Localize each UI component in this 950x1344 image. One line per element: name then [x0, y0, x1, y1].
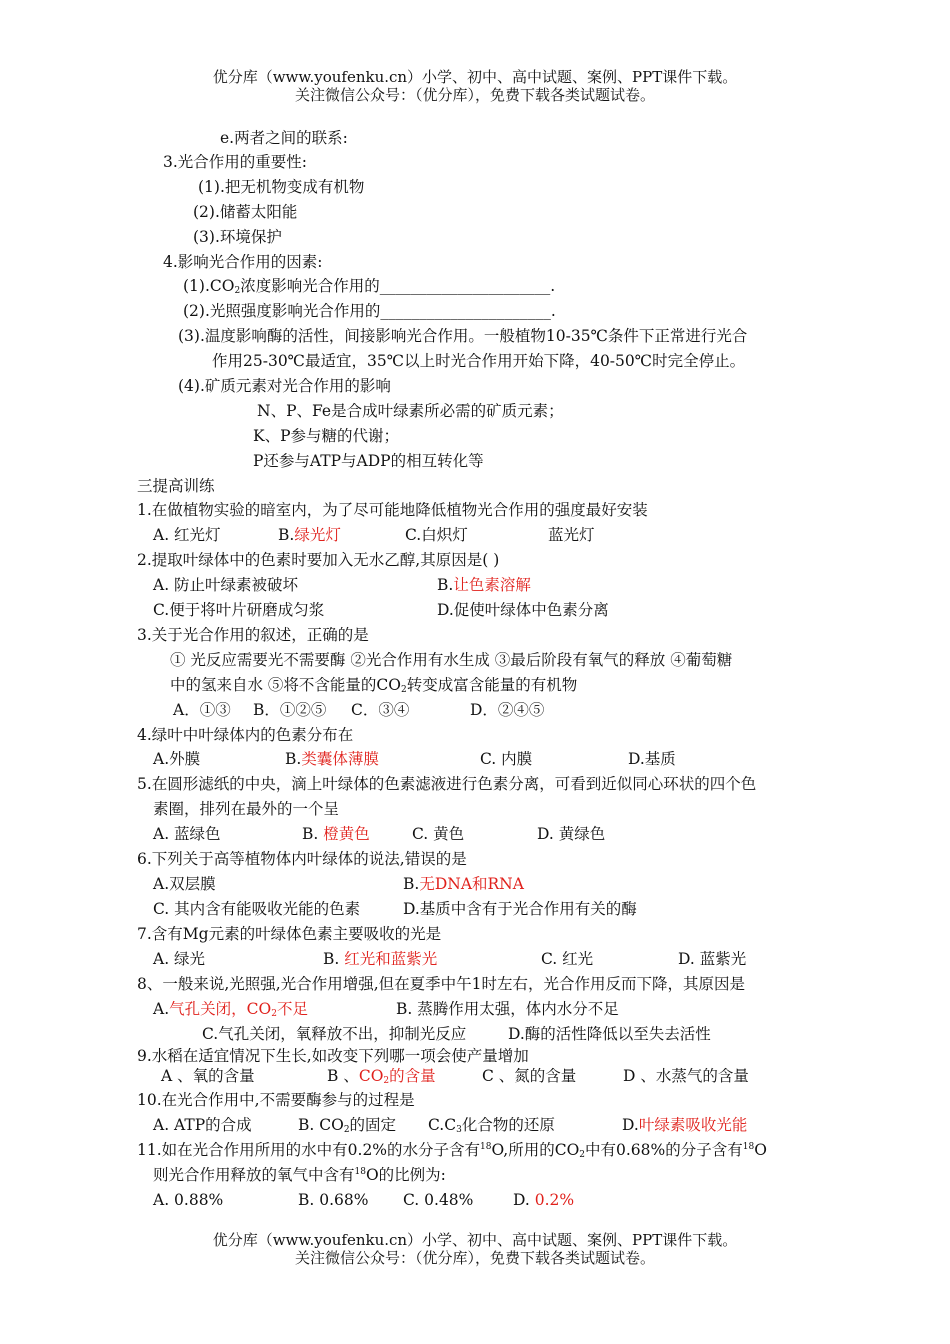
q4-option-b: B.类囊体薄膜: [285, 750, 379, 768]
q4-answer: 类囊体薄膜: [301, 750, 379, 768]
header-line-2: 关注微信公众号：（优分库），免费下载各类试题试卷。: [294, 86, 655, 104]
q4-option-d: D.基质: [628, 750, 676, 768]
note-4-4-b: K、P参与糖的代谢；: [253, 427, 400, 445]
q5-stem-line1: 5.在圆形滤纸的中央，滴上叶绿体的色素滤液进行色素分离，可看到近似同心环状的四个色: [137, 775, 757, 793]
q9-stem: 9.水稻在适宜情况下生长,如改变下列哪一项会使产量增加: [137, 1047, 529, 1065]
q4-option-c: C. 内膜: [480, 750, 533, 768]
q2-answer: 让色素溶解: [453, 576, 531, 594]
q2-option-a: A. 防止叶绿素被破坏: [153, 576, 299, 594]
q1-answer: 绿光灯: [294, 526, 341, 544]
note-4-3-line1: (3).温度影响酶的活性，间接影响光合作用。一般植物10-35℃条件下正常进行光合: [178, 327, 748, 345]
q6-stem: 6.下列关于高等植物体内叶绿体的说法,错误的是: [137, 850, 467, 868]
q7-option-c: C. 红光: [541, 950, 594, 968]
q2-option-d: D.促使叶绿体中色素分离: [437, 601, 609, 619]
q6-option-b: B.无DNA和RNA: [403, 875, 524, 893]
q1-stem: 1.在做植物实验的暗室内，为了尽可能地降低植物光合作用的强度最好安装: [137, 501, 648, 519]
q7-option-d: D. 蓝紫光: [678, 950, 747, 968]
q2-stem: 2.提取叶绿体中的色素时要加入无水乙醇,其原因是( ): [137, 551, 500, 569]
header-line-1: 优分库（www.youfenku.cn）小学、初中、高中试题、案例、PPT课件下载。: [212, 68, 738, 86]
q9-answer: $CO_2$的含量: [358, 1067, 436, 1086]
q5-stem-line2: 素圈，排列在最外的一个呈: [153, 800, 340, 818]
q11-stem-line1: 11.如在光合作用所用的水中有0.2%的水分子含有$^{18}$O,所用的$CO_2$中有0.68%的分子含有$^{18}$O: [137, 1141, 767, 1160]
q11-answer: 0.2%: [534, 1191, 575, 1209]
note-3-2: (2).储蓄太阳能: [193, 203, 298, 221]
q8-option-d: D.酶的活性降低以至失去活性: [508, 1025, 711, 1043]
q3-statements-line1: ① 光反应需要光不需要酶 ②光合作用有水生成 ③最后阶段有氧气的释放 ④葡萄糖: [170, 651, 733, 669]
q7-stem: 7.含有Mg元素的叶绿体色素主要吸收的光是: [137, 925, 442, 943]
q8-stem: 8、一般来说,光照强,光合作用增强,但在夏季中午1时左右，光合作用反而下降，其原因是: [137, 975, 746, 993]
q11-option-d: D. 0.2%: [513, 1191, 575, 1209]
q2-option-c: C.便于将叶片研磨成匀浆: [153, 601, 325, 619]
q3-option-a: A．①③: [173, 701, 231, 719]
q10-option-b: B. $CO_2$的固定: [298, 1116, 397, 1135]
q11-option-c: C. 0.48%: [403, 1191, 474, 1209]
q8-option-a: A.气孔关闭，$CO_2$不足: [153, 1000, 308, 1019]
note-3-1: (1).把无机物变成有机物: [198, 178, 365, 196]
q10-option-a: A. ATP的合成: [153, 1116, 252, 1134]
q5-option-b: B. 橙黄色: [302, 825, 370, 843]
footer-line-2: 关注微信公众号：（优分库），免费下载各类试题试卷。: [294, 1249, 655, 1267]
q5-option-d: D. 黄绿色: [537, 825, 606, 843]
q3-option-c: C．③④: [351, 701, 410, 719]
q3-statements-line2: 中的氢来自水 ⑤将不含能量的$CO_2$转变成富含能量的有机物: [170, 676, 578, 695]
q6-option-d: D.基质中含有于光合作用有关的酶: [403, 900, 637, 918]
note-4-3-line2: 作用25-30℃最适宜，35℃以上时光合作用开始下降，40-50℃时完全停止。: [212, 352, 746, 370]
section-3-title: 3.光合作用的重要性:: [163, 153, 308, 171]
q7-answer: 红光和蓝紫光: [344, 950, 438, 968]
q9-option-d: D 、水蒸气的含量: [623, 1067, 749, 1085]
q8-answer: 气孔关闭，$CO_2$不足: [169, 1000, 308, 1019]
q7-option-b: B. 红光和蓝紫光: [323, 950, 438, 968]
q4-stem: 4.绿叶中叶绿体内的色素分布在: [137, 726, 354, 744]
q9-option-c: C 、氮的含量: [482, 1067, 577, 1085]
q11-stem-line2: 则光合作用释放的氧气中含有$^{18}$O的比例为:: [153, 1166, 446, 1184]
footer-line-1: 优分库（www.youfenku.cn）小学、初中、高中试题、案例、PPT课件下载。: [212, 1231, 738, 1249]
section-4-title: 4.影响光合作用的因素:: [163, 253, 323, 271]
q5-answer: 橙黄色: [323, 825, 370, 843]
section-title: 三提高训练: [137, 477, 215, 495]
q1-option-d: 蓝光灯: [548, 526, 595, 544]
q8-option-c: C.气孔关闭，氧释放不出，抑制光反应: [202, 1025, 467, 1043]
q4-option-a: A.外膜: [153, 750, 201, 768]
note-4-1: $(1).CO_2$浓度影响光合作用的______________________.: [183, 277, 556, 296]
q1-option-b: B.绿光灯: [278, 526, 341, 544]
q11-option-b: B. 0.68%: [298, 1191, 369, 1209]
q11-option-a: A. 0.88%: [153, 1191, 224, 1209]
note-4-4-a: N、P、Fe是合成叶绿素所必需的矿质元素；: [257, 402, 564, 420]
q10-answer: 叶绿素吸收光能: [638, 1116, 748, 1134]
q9-option-a: A 、氧的含量: [161, 1067, 255, 1085]
q1-option-c: C.白炽灯: [405, 526, 468, 544]
q5-option-c: C. 黄色: [412, 825, 465, 843]
note-e: e.两者之间的联系:: [220, 129, 348, 147]
q3-stem: 3.关于光合作用的叙述，正确的是: [137, 626, 369, 644]
q2-option-b: B.让色素溶解: [437, 576, 531, 594]
note-4-4: (4).矿质元素对光合作用的影响: [178, 377, 391, 395]
q3-option-d: D．②④⑤: [470, 701, 545, 719]
note-4-2: (2).光照强度影响光合作用的______________________.: [183, 302, 556, 320]
note-4-4-c: P还参与ATP与ADP的相互转化等: [253, 452, 484, 470]
note-3-3: (3).环境保护: [193, 228, 282, 246]
q1-option-a: A. 红光灯: [153, 526, 221, 544]
q6-answer: 无DNA和RNA: [419, 875, 524, 893]
q10-option-d: D.叶绿素吸收光能: [622, 1116, 748, 1134]
q3-option-b: B．①②⑤: [253, 701, 327, 719]
q7-option-a: A. 绿光: [153, 950, 206, 968]
q6-option-a: A.双层膜: [153, 875, 216, 893]
q10-stem: 10.在光合作用中,不需要酶参与的过程是: [137, 1091, 415, 1109]
q5-option-a: A. 蓝绿色: [153, 825, 221, 843]
q9-option-b: B 、$CO_2$的含量: [327, 1067, 436, 1086]
q6-option-c: C. 其内含有能吸收光能的色素: [153, 900, 361, 918]
q8-option-b: B. 蒸腾作用太强，体内水分不足: [396, 1000, 619, 1018]
q10-option-c: $C.C_3$化合物的还原: [428, 1116, 555, 1135]
